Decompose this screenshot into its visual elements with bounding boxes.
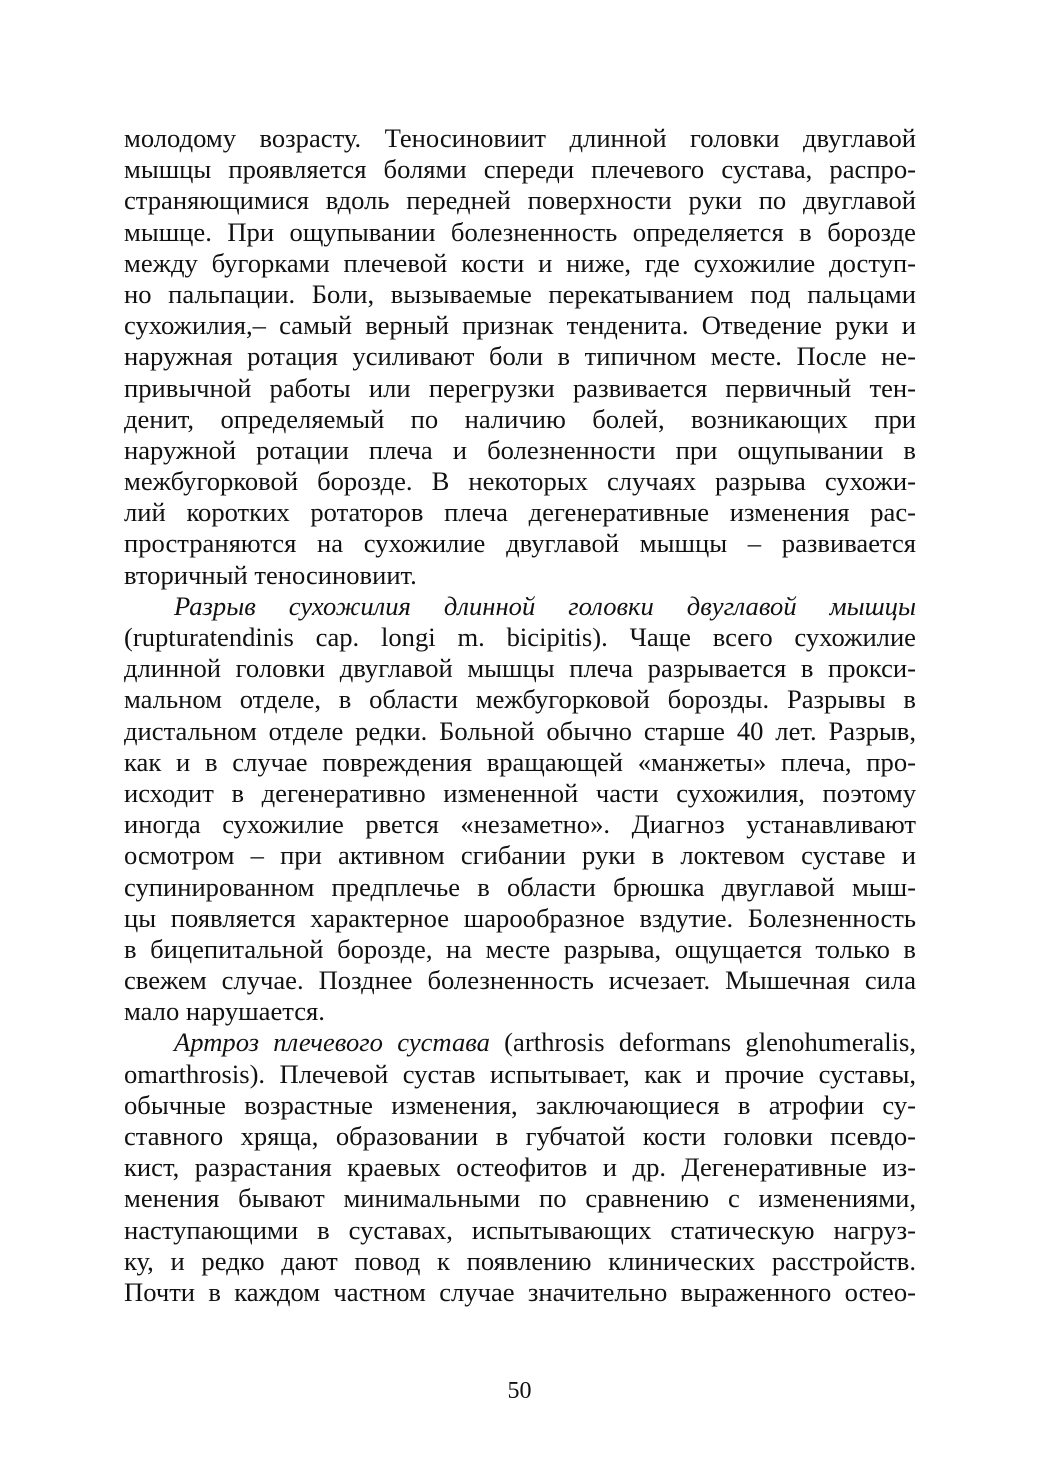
- text-line: свежем случае. Позднее болезненность исчезает. Мышечная сила: [124, 965, 916, 996]
- text-line: длинной головки двуглавой мышцы плеча разрывается в прокси-: [124, 653, 916, 684]
- text-line: кист, разрастания краевых остеофитов и др. Дегенеративные из-: [124, 1152, 916, 1183]
- text-line: иногда сухожилие рвется «незаметно». Диагноз устанавливают: [124, 809, 916, 840]
- text-line: ставного хряща, образовании в губчатой кости головки псевдо-: [124, 1121, 916, 1151]
- text-line: исходит в дегенеративно измененной части сухожилия, поэтому: [124, 777, 916, 808]
- text-line: мышцы проявляется болями спереди плечевого сустава, распро-: [124, 154, 916, 185]
- text-line: наружной ротации плеча и болезненности при ощупывании в: [124, 434, 916, 465]
- text-line: сухожилия,– самый верный признак тенденита. Отведение руки и: [124, 310, 916, 341]
- text-line: в бицепитальной борозде, на месте разрыва, ощущается только в: [124, 933, 916, 964]
- text-line: omarthrosis). Плечевой сустав испытывает, как и прочие суставы,: [124, 1058, 916, 1089]
- text-line: но пальпации. Боли, вызываемые перекатыванием под пальцами: [124, 278, 916, 309]
- text-line: межбугорковой борозде. В некоторых случаях разрыва сухожи-: [124, 466, 916, 497]
- text-line: мышце. При ощупывании болезненность определяется в борозде: [124, 216, 916, 247]
- text-line: наступающими в суставах, испытывающих статическую нагруз-: [124, 1214, 916, 1245]
- section-heading-shoulder-arthrosis: Артроз плечевого сустава: [174, 1027, 490, 1058]
- text-line: пространяются на сухожилие двуглавой мышцы – развивается: [124, 528, 916, 559]
- section-line-shoulder-arthrosis: [124, 1027, 916, 1058]
- text-line: лий коротких ротаторов плеча дегенеративные изменения рас-: [124, 497, 916, 528]
- text-line: мало нарушается.: [124, 996, 325, 1027]
- text-line: как и в случае повреждения вращающей «манжеты» плеча, про-: [124, 746, 916, 777]
- page-number: 50: [507, 1378, 532, 1404]
- text-fragment: (arthrosis deformans glenohumeralis,: [489, 1027, 916, 1058]
- text-line: супинированном предплечье в области брюшка двуглавой мыш-: [124, 871, 916, 902]
- text-line: менения бывают минимальными по сравнению с изменениями,: [124, 1183, 916, 1214]
- text-line: Почти в каждом частном случае значительно выраженного остео-: [124, 1276, 916, 1307]
- text-line: привычной работы или перегрузки развивается первичный тен-: [124, 372, 916, 403]
- text-line: обычные возрастные изменения, заключающиеся в атрофии су-: [124, 1089, 916, 1120]
- section-heading-biceps-rupture: Разрыв сухожилия длинной головки двуглавой мышцы: [174, 590, 916, 621]
- text-line: денит, определяемый по наличию болей, возникающих при: [124, 403, 916, 434]
- text-line: молодому возрасту. Теносиновиит длинной головки двуглавой: [124, 123, 916, 153]
- text-line: ку, и редко дают повод к появлению клинических расстройств.: [124, 1245, 916, 1276]
- text-line: цы появляется характерное шарообразное вздутие. Болезненность: [124, 902, 916, 933]
- text-line: между бугорками плечевой кости и ниже, где сухожилие доступ-: [124, 247, 916, 278]
- text-line: наружная ротация усиливают боли в типичном месте. После не-: [124, 341, 916, 372]
- text-line: (rupturatendinis cap. longi m. bicipitis). Чаще всего сухожилие: [124, 622, 916, 652]
- text-line: дистальном отделе редки. Больной обычно старше 40 лет. Разрыв,: [124, 715, 916, 746]
- text-line: страняющимися вдоль передней поверхности руки по двуглавой: [124, 185, 916, 216]
- text-line: мальном отделе, в области межбугорковой борозды. Разрывы в: [124, 684, 916, 715]
- text-line: вторичный теносиновиит.: [124, 559, 417, 590]
- body-text: [124, 123, 916, 1308]
- text-line: осмотром – при активном сгибании руки в локтевом суставе и: [124, 840, 916, 871]
